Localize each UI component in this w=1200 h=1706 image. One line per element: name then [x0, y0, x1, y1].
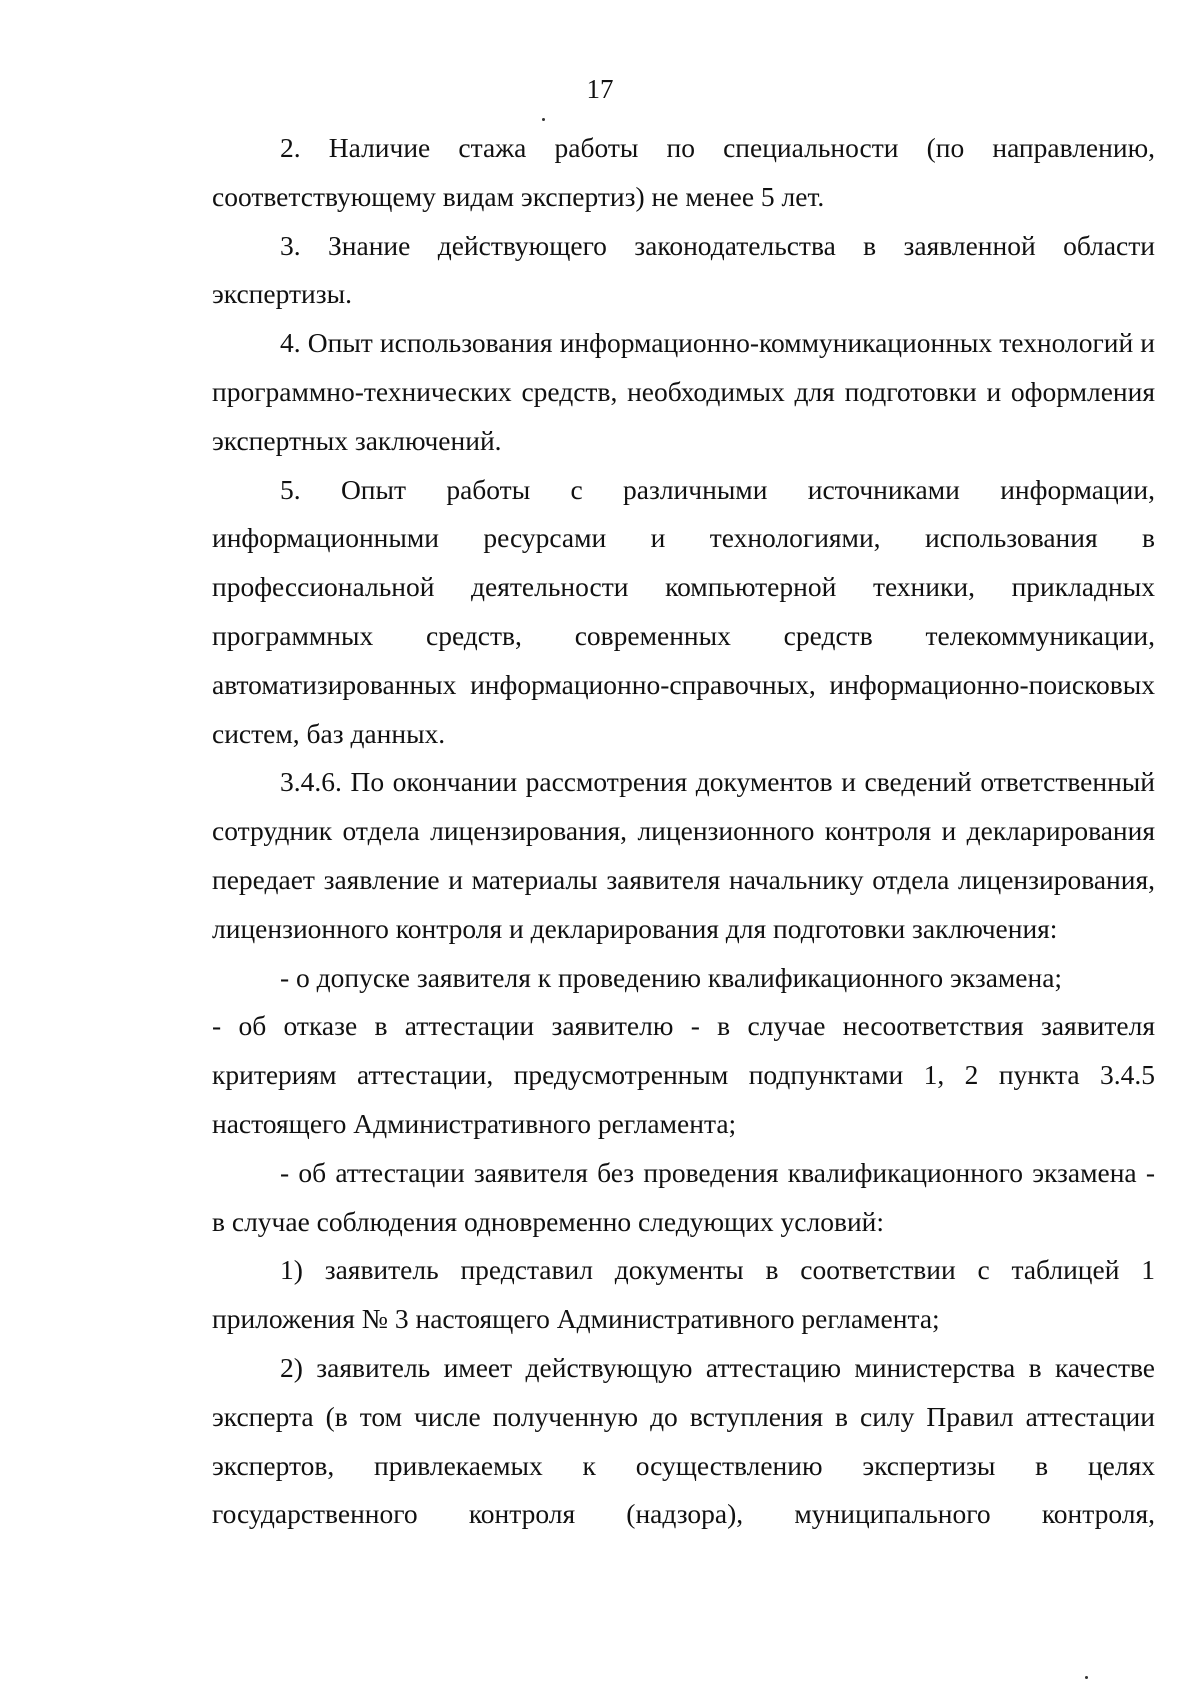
paragraph-bullet-admission: - о допуске заявителя к проведению квалификационного экзамена;	[280, 961, 1063, 993]
paragraph-condition-1: 1) заявитель представил документы в соответствии с таблицей 1 приложения № 3 настоящего Административного регламента;	[212, 1254, 1155, 1335]
paragraph-bullet-refusal: - об отказе в аттестации заявителю - в случае несоответствия заявителя критериям аттестации, предусмотренным подпунктами 1, 2 пункта 3.4.5 настоящего Административного регламента;	[212, 1010, 1155, 1139]
paragraph-section-3-4-6: 3.4.6. По окончании рассмотрения документов и сведений ответственный сотрудник отдела лицензирования, лицензионного контроля и декларирования передает заявление и материалы заявителя начальнику отдела лицензирования, лицензионного контроля и декларирования для подготовки заключения:	[212, 766, 1155, 944]
document-body	[212, 124, 1155, 1539]
paragraph-item-3: 3. Знание действующего законодательства в заявленной области экспертизы.	[212, 229, 1155, 310]
scan-speck	[542, 118, 545, 121]
page-number: 17	[586, 74, 614, 104]
scan-speck	[1085, 1676, 1088, 1679]
paragraph-item-5: 5. Опыт работы с различными источниками информации, информационными ресурсами и технологиями, использования в профессиональной деятельности компьютерной техники, прикладных программных средств, современных средств телекоммуникации, автоматизированных информационно-справочных, информационно-поисковых систем, баз данных.	[212, 473, 1155, 749]
paragraph-condition-2: 2) заявитель имеет действующую аттестацию министерства в качестве эксперта (в том числе полученную до вступления в силу Правил аттестации экспертов, привлекаемых к осуществлению экспертизы в целях государственного контроля (надзора), муниципального контроля,	[212, 1351, 1155, 1530]
paragraph-bullet-without-exam: - об аттестации заявителя без проведения квалификационного экзамена - в случае соблюдения одновременно следующих условий:	[212, 1156, 1155, 1237]
paragraph-item-2: 2. Наличие стажа работы по специальности (по направлению, соответствующему видам экспертиз) не менее 5 лет.	[212, 132, 1155, 212]
paragraph-item-4: 4. Опыт использования информационно-коммуникационных технологий и программно-технических средств, необходимых для подготовки и оформления экспертных заключений.	[212, 327, 1155, 456]
